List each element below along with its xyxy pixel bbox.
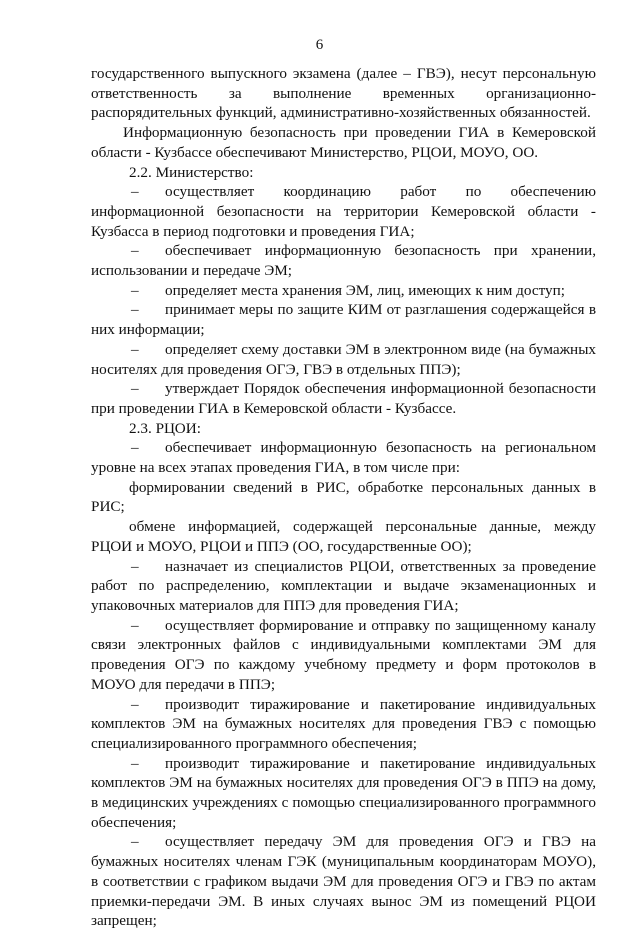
paragraph: государственного выпускного экзамена (далее – ГВЭ), несут персональную ответственность за выполнение временных организационно-распорядительных функций, административно-хозяйственных обязанностей. [91,65,596,122]
list-item [91,300,596,339]
list-item [91,379,596,418]
dash-marker: – [131,380,139,398]
list-item [91,832,596,931]
list-item [91,695,596,754]
list-item-text: производит тиражирование и пакетирование индивидуальных комплектов ЭМ на бумажных носителях для проведения ГВЭ с помощью специализированного программного обеспечения; [91,695,596,752]
list-item-text: обеспечивает информационную безопасность при хранении, использовании и передаче ЭМ; [91,242,596,280]
list-item-text: осуществляет передачу ЭМ для проведения ОГЭ и ГВЭ на бумажных носителях членам ГЭК (муниципальным координаторам МОУО), в соответствии с графиком выдачи ЭМ для проведения ОГЭ и ГВЭ по актам приемки-передачи ЭМ. В иных случаях вынос ЭМ из помещений РЦОИ запрещен; [91,833,596,930]
dash-marker: – [131,616,139,634]
dash-marker: – [131,281,139,299]
paragraph: Информационную безопасность при проведении ГИА в Кемеровской области - Кузбассе обеспечивают Министерство, РЦОИ, МОУО, ОО. [91,124,596,161]
list-item [91,754,596,833]
list-item-text: осуществляет формирование и отправку по защищенному каналу связи электронных файлов с индивидуальными комплектами ЭМ для проведения ОГЭ по каждому учебному предмету и форм протоколов в МОУО для передачи в ППЭ; [91,616,596,693]
list-item [91,182,596,241]
document-body [91,64,596,931]
paragraph: обмене информацией, содержащей персональные данные, между РЦОИ и МОУО, РЦОИ и ППЭ (ОО, государственные ОО); [91,518,596,555]
section-heading: 2.3. РЦОИ: [129,419,201,437]
list-item-text: определяет схему доставки ЭМ в электронном виде (на бумажных носителях для проведения ОГЭ, ГВЭ в отдельных ППЭ); [91,340,596,378]
list-item [91,241,596,280]
list-item [91,281,596,301]
dash-marker: – [131,183,139,201]
dash-marker: – [131,557,139,575]
section-heading: 2.2. Министерство: [129,163,254,181]
dash-marker: – [131,695,139,713]
list-item [91,616,596,695]
paragraph: формировании сведений в РИС, обработке персональных данных в РИС; [91,478,596,516]
list-item-text: утверждает Порядок обеспечения информационной безопасности при проведении ГИА в Кемеровской области - Кузбассе. [91,380,596,417]
dash-marker: – [131,242,139,260]
list-item-text: осуществляет координацию работ по обеспечению информационной безопасности на территории Кемеровской области - Кузбасса в период подготовки и проведения ГИА; [91,183,596,240]
page-number: 6 [315,37,324,53]
dash-marker: – [131,439,139,457]
list-item-text: обеспечивает информационную безопасность на региональном уровне на всех этапах проведения ГИА, в том числе при: [91,439,596,477]
dash-marker: – [131,833,139,851]
list-item-text: определяет места хранения ЭМ, лиц, имеющих к ним доступ; [165,281,565,299]
dash-marker: – [131,340,139,358]
list-item-text: принимает меры по защите КИМ от разглашения содержащейся в них информации; [91,301,596,339]
list-item [91,557,596,616]
dash-marker: – [131,301,139,319]
list-item [91,438,596,477]
list-item [91,340,596,379]
list-item-text: назначает из специалистов РЦОИ, ответственных за проведение работ по распределению, комплектации и выдаче экзаменационных и упаковочных материалов для ППЭ для проведения ГИА; [91,557,596,614]
list-item-text: производит тиражирование и пакетирование индивидуальных комплектов ЭМ на бумажных носителях для проведения ОГЭ в ППЭ на дому, в медицинских учреждениях с помощью специализированного программного обеспечения; [91,754,596,831]
dash-marker: – [131,754,139,772]
